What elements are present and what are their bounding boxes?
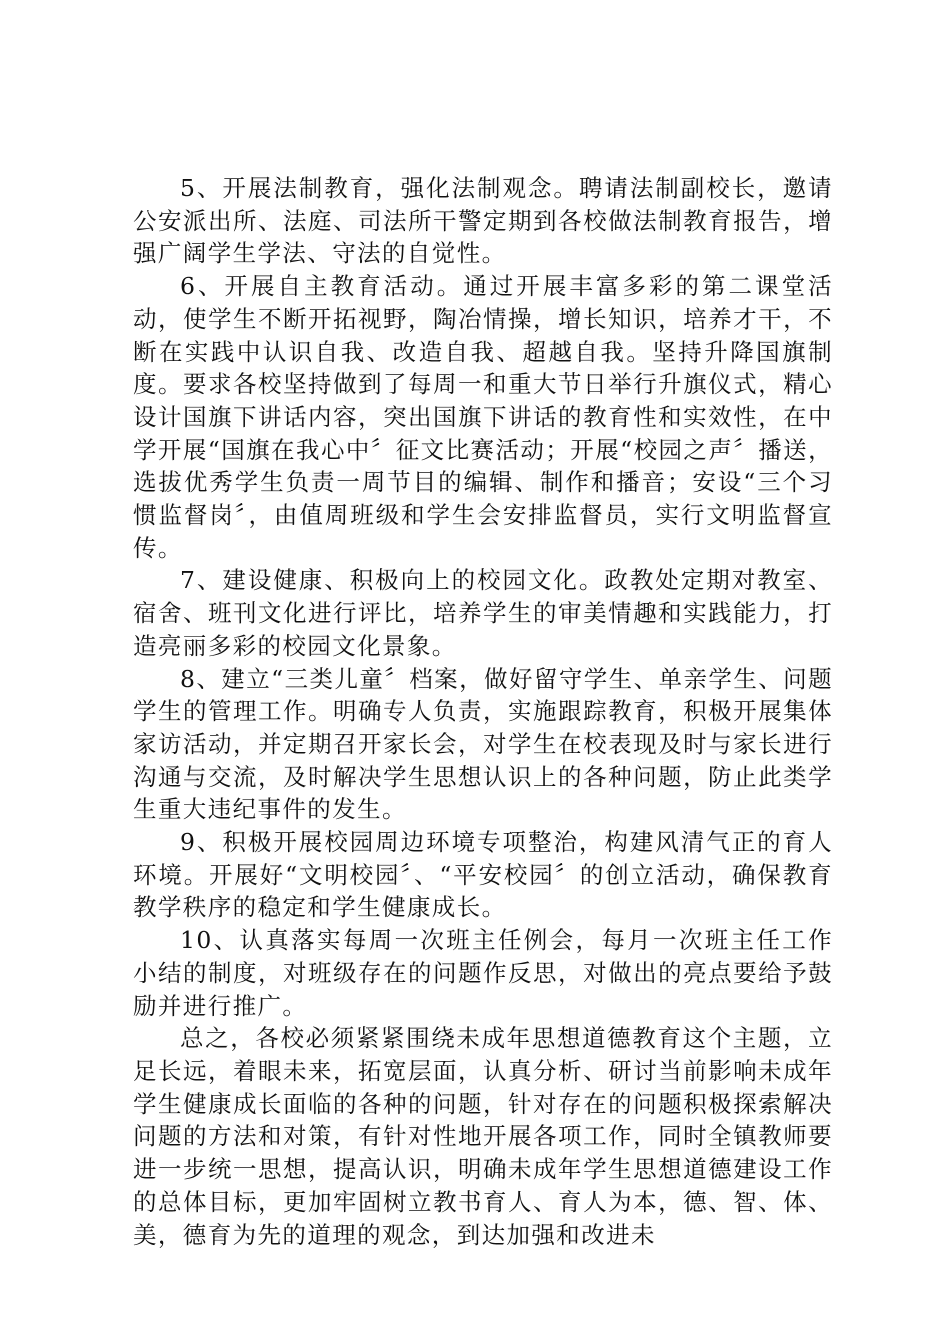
paragraph-item-10: 10、认真落实每周一次班主任例会，每月一次班主任工作小结的制度，对班级存在的问题作反思，对做出的亮点要给予鼓励并进行推广。 — [133, 926, 833, 1020]
paragraph-item-7: 7、建设健康、积极向上的校园文化。政教处定期对教室、宿舍、班刊文化进行评比，培养学生的审美情趣和实践能力，打造亮丽多彩的校园文化景象。 — [133, 566, 833, 660]
document-page — [133, 172, 833, 1251]
paragraph-conclusion: 总之，各校必须紧紧围绕未成年思想道德教育这个主题，立足长远，着眼未来，拓宽层面，认真分析、研讨当前影响未成年学生健康成长面临的各种的问题，针对存在的问题积极探索解决问题的方法和对策，有针对性地开展各项工作，同时全镇教师要进一步统一思想，提高认识，明确未成年学生思想道德建设工作的总体目标，更加牢固树立教书育人、育人为本，德、智、体、美，德育为先的道理的观念，到达加强和改进未 — [133, 1024, 833, 1249]
paragraph-item-8: 8、建立“三类儿童〞档案，做好留守学生、单亲学生、问题学生的管理工作。明确专人负责，实施跟踪教育，积极开展集体家访活动，并定期召开家长会，对学生在校表现及时与家长进行沟通与交流，及时解决学生思想认识上的各种问题，防止此类学生重大违纪事件的发生。 — [133, 664, 833, 824]
paragraph-item-5: 5、开展法制教育，强化法制观念。聘请法制副校长，邀请公安派出所、法庭、司法所干警定期到各校做法制教育报告，增强广阔学生学法、守法的自觉性。 — [133, 174, 833, 268]
paragraph-item-6: 6、开展自主教育活动。通过开展丰富多彩的第二课堂活动，使学生不断开拓视野，陶冶情操，增长知识，培养才干，不断在实践中认识自我、改造自我、超越自我。坚持升降国旗制度。要求各校坚持做到了每周一和重大节日举行升旗仪式，精心设计国旗下讲话内容，突出国旗下讲话的教育性和实效性，在中学开展“国旗在我心中〞征文比赛活动；开展“校园之声〞播送，选拔优秀学生负责一周节目的编辑、制作和播音；安设“三个习惯监督岗〞，由值周班级和学生会安排监督员，实行文明监督宣传。 — [133, 272, 833, 562]
paragraph-item-9: 9、积极开展校园周边环境专项整治，构建风清气正的育人环境。开展好“文明校园〞、“平安校园〞的创立活动，确保教育教学秩序的稳定和学生健康成长。 — [133, 828, 833, 922]
